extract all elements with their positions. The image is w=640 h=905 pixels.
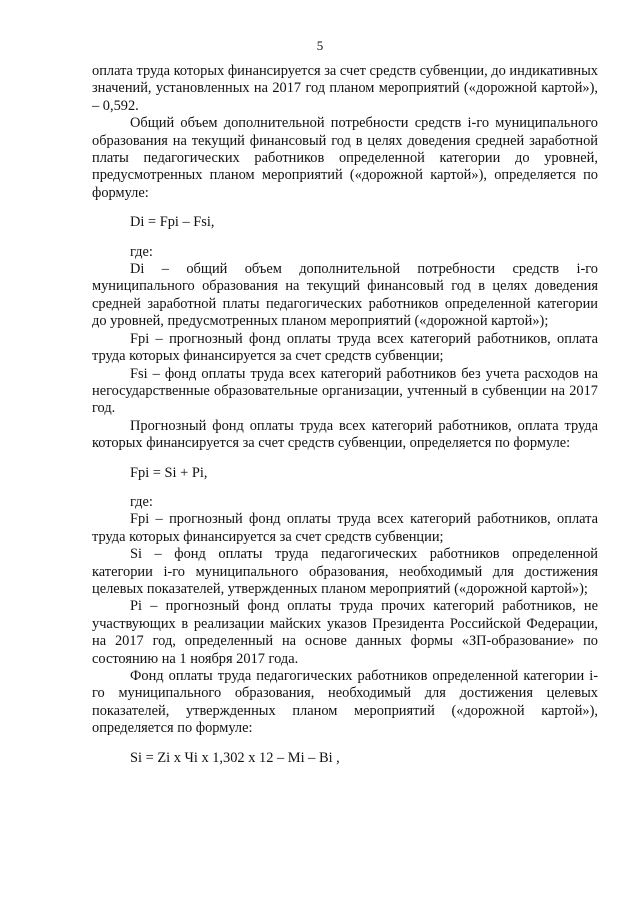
where-label: где: xyxy=(130,493,153,510)
formula-si: Si = Zi x Чi x 1,302 x 12 – Mi – Bi , xyxy=(130,749,340,766)
definition-fpi-2: Fpi – прогнозный фонд оплаты труда всех категорий работников, оплата труда которых финансируется за счет средств субвенции; xyxy=(92,511,598,545)
definition-fpi: Fpi – прогнозный фонд оплаты труда всех категорий работников, оплата труда которых финансируется за счет средств субвенции; xyxy=(92,330,598,365)
page-number: 5 xyxy=(316,38,324,53)
document-body xyxy=(92,63,598,779)
formula-di: Di = Fpi – Fsi, xyxy=(130,214,215,231)
paragraph-total-need-definition: Общий объем дополнительной потребности средств i-го муниципального образования на текущий финансовый год в целях доведения средней заработной платы педагогических работников определенной категории до уровней, предусмотренных планом мероприятий («дорожной картой»), определяется по формуле: xyxy=(92,115,598,201)
formula-fpi: Fpi = Si + Pi, xyxy=(130,464,208,481)
where-label: где: xyxy=(130,243,153,260)
paragraph-forecast-fund: Прогнозный фонд оплаты труда всех категорий работников, оплата труда которых финансируется за счет средств субвенции, определяется по формуле: xyxy=(92,417,598,452)
paragraph-continuation: оплата труда которых финансируется за счет средств субвенции, до индикативных значений, установленных на 2017 год планом мероприятий («дорожной картой»), – 0,592. xyxy=(92,63,598,114)
definition-fsi: Fsi – фонд оплаты труда всех категорий работников без учета расходов на негосударственные образовательные организации, учтенный в субвенции на 2017 год. xyxy=(92,365,598,417)
definition-pi: Pi – прогнозный фонд оплаты труда прочих категорий работников, не участвующих в реализации майских указов Президента Российской Федерации, на 2017 год, определенный на основе данных формы «ЗП-образование» по состоянию на 1 ноября 2017 года. xyxy=(92,598,598,667)
paragraph-teacher-fund: Фонд оплаты труда педагогических работников определенной категории i-го муниципального образования, необходимый для достижения целевых показателей, утвержденных планом мероприятий («дорожной картой»), определяется по формуле: xyxy=(92,668,598,737)
definition-si: Si – фонд оплаты труда педагогических работников определенной категории i-го муниципального образования, необходимый для достижения целевых показателей, утвержденных планом мероприятий («дорожной картой»); xyxy=(92,546,598,597)
definition-di: Di – общий объем дополнительной потребности средств i-го муниципального образования на текущий финансовый год в целях доведения средней заработной платы педагогических работников определенной категории до уровней, предусмотренных планом мероприятий («дорожной картой»); xyxy=(92,261,598,330)
